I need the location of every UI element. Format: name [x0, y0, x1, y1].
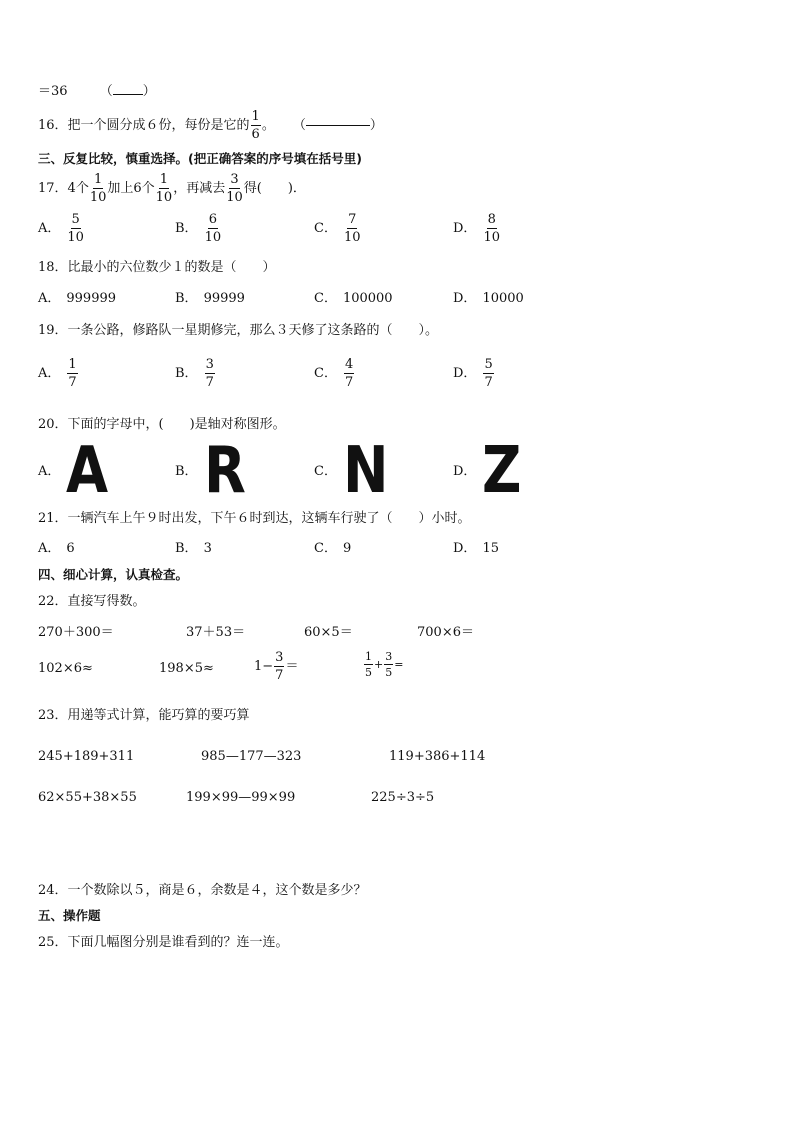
q15-tail	[38, 85, 156, 98]
q17-text-1: 17．4个	[38, 181, 89, 196]
calc-item: 102×6≈	[38, 661, 93, 676]
q18-option-c[interactable]: C． 100000	[314, 291, 393, 306]
section-3-heading: 三、反复比较，慎重选择。(把正确答案的序号填在括号里)	[38, 151, 362, 166]
q18-option-d[interactable]: D． 10000	[453, 291, 524, 306]
fraction: $\frac{1}{10}$	[155, 172, 173, 205]
q19-option-c[interactable]: C． $\frac{4}{7}$	[314, 357, 354, 390]
q16-tail: 。	[261, 118, 275, 133]
q20-option-c[interactable]: C． N	[314, 434, 389, 508]
q17-text-3: ，再减去	[173, 181, 226, 196]
bracket-open: （	[99, 84, 113, 99]
q20-option-b[interactable]: B． R	[175, 434, 246, 508]
fraction: $\frac{3}{10}$	[226, 172, 243, 205]
q15-text: ＝36	[38, 84, 68, 99]
calc-item: 1− $\frac{3}{7}$ ＝	[254, 650, 299, 683]
question-19: 19．一条公路，修路队一星期修完，那么３天修了这条路的（ ）。	[38, 323, 439, 338]
fraction: $\frac{1}{5}$	[365, 650, 372, 679]
q17-option-a[interactable]: A． $\frac{5}{10}$	[38, 212, 84, 245]
q16-text: 16．把一个圆分成６份，每份是它的	[38, 118, 250, 133]
question-21: 21．一辆汽车上午９时出发，下午６时到达，这辆车行驶了（ ）小时。	[38, 511, 471, 526]
question-24: 24．一个数除以５，商是６，余数是４，这个数是多少？	[38, 883, 367, 898]
q19-option-d[interactable]: D． $\frac{5}{7}$	[453, 357, 493, 390]
letter-a-image: A	[66, 434, 109, 508]
fraction: $\frac{8}{10}$	[483, 212, 500, 245]
q19-option-b[interactable]: B． $\frac{3}{7}$	[175, 357, 214, 390]
fraction: $\frac{1}{10}$	[89, 172, 107, 205]
fraction: $\frac{6}{10}$	[204, 212, 222, 245]
q20-option-a[interactable]: A． A	[38, 434, 109, 508]
answer-blank[interactable]	[306, 125, 370, 126]
question-25: 25．下面几幅图分别是谁看到的？连一连。	[38, 935, 289, 950]
fraction: $\frac{4}{7}$	[344, 357, 354, 390]
fraction: $\frac{3}{5}$	[385, 650, 393, 679]
calc-item: $\frac{1}{5}$ + $\frac{3}{5}$ =	[365, 650, 404, 679]
question-16	[38, 110, 383, 141]
q18-option-b[interactable]: B． 99999	[175, 291, 245, 306]
calc-item: 62×55+38×55	[38, 790, 137, 805]
fraction: $\frac{3}{7}$	[275, 650, 284, 683]
question-17	[38, 173, 306, 204]
section-5-heading: 五、操作题	[38, 908, 101, 923]
q17-option-b[interactable]: B． $\frac{6}{10}$	[175, 212, 222, 245]
fraction: $\frac{5}{10}$	[67, 212, 84, 245]
calc-item: 700×6＝	[417, 625, 474, 640]
calc-item: 270＋300＝	[38, 625, 114, 640]
calc-item: 198×5≈	[159, 661, 214, 676]
q21-option-b[interactable]: B． 3	[175, 541, 212, 556]
calc-item: 37＋53＝	[186, 625, 246, 640]
q19-option-a[interactable]: A． $\frac{1}{7}$	[38, 357, 77, 390]
fraction: $\frac{7}{10}$	[343, 212, 361, 245]
calc-item: 985—177—323	[201, 749, 302, 764]
letter-r-image: R	[203, 434, 246, 508]
fraction: $\frac{1}{7}$	[68, 357, 77, 390]
fraction: $\frac{1}{6}$	[251, 109, 260, 142]
fraction: $\frac{3}{7}$	[205, 357, 214, 390]
bracket-close: ）	[369, 118, 383, 133]
calc-item: 225÷3÷5	[371, 790, 435, 805]
calc-item: 119+386+114	[389, 749, 486, 764]
question-20: 20．下面的字母中，( )是轴对称图形。	[38, 417, 286, 432]
fraction: $\frac{5}{7}$	[484, 357, 493, 390]
calc-item: 199×99—99×99	[186, 790, 296, 805]
q20-option-d[interactable]: D． Z	[453, 434, 522, 508]
letter-n-image: N	[342, 434, 389, 508]
calc-item: 60×5＝	[304, 625, 353, 640]
q17-option-d[interactable]: D． $\frac{8}{10}$	[453, 212, 500, 245]
question-23: 23．用递等式计算，能巧算的要巧算	[38, 708, 250, 723]
q17-text-2: 加上6个	[107, 181, 155, 196]
q17-text-4: 得( )．	[243, 181, 306, 196]
calc-item: 245+189+311	[38, 749, 135, 764]
bracket-open: （	[292, 118, 306, 133]
q21-option-d[interactable]: D． 15	[453, 541, 499, 556]
bracket-close: ）	[142, 84, 156, 99]
section-4-heading: 四、细心计算，认真检查。	[38, 567, 189, 582]
q18-option-a[interactable]: A． 999999	[38, 291, 117, 306]
question-18: 18．比最小的六位数少１的数是（ ）	[38, 260, 276, 275]
answer-blank[interactable]	[113, 94, 143, 95]
q17-option-c[interactable]: C． $\frac{7}{10}$	[314, 212, 361, 245]
q21-option-c[interactable]: C． 9	[314, 541, 352, 556]
letter-z-image: Z	[482, 434, 522, 508]
question-22: 22．直接写得数。	[38, 594, 146, 609]
q21-option-a[interactable]: A． 6	[38, 541, 75, 556]
